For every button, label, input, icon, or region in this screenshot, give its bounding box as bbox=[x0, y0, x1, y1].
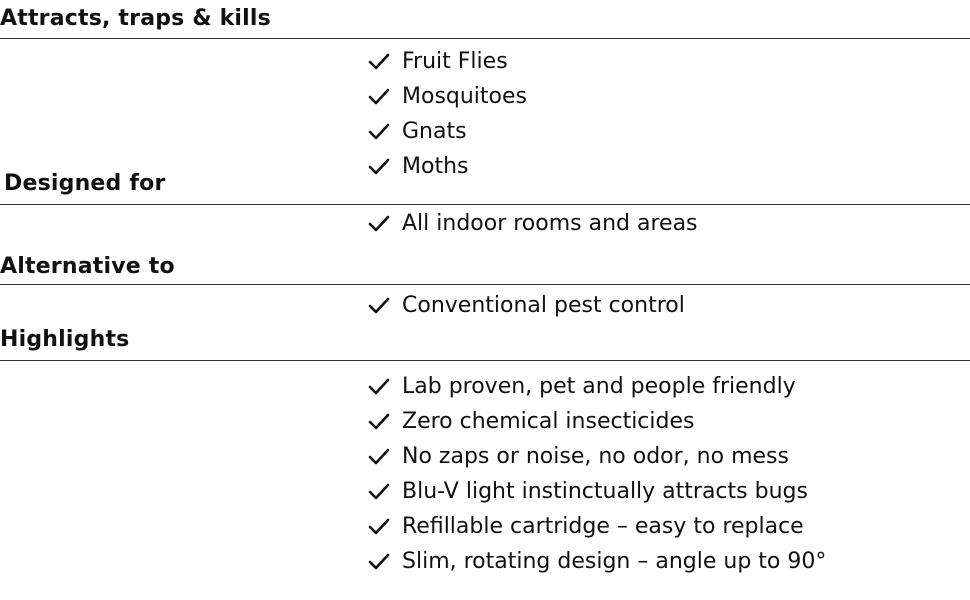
list-item bbox=[368, 46, 508, 76]
checkmark-icon bbox=[368, 550, 390, 572]
list-item bbox=[368, 116, 467, 146]
checkmark-icon bbox=[368, 294, 390, 316]
list-item-label: Moths bbox=[402, 153, 469, 179]
list-item bbox=[368, 476, 808, 506]
section-divider bbox=[0, 204, 970, 205]
list-item-label: Conventional pest control bbox=[402, 292, 685, 318]
list-item bbox=[368, 81, 527, 111]
list-item-label: All indoor rooms and areas bbox=[402, 210, 698, 236]
list-item-label: Mosquitoes bbox=[402, 83, 528, 109]
checkmark-icon bbox=[368, 410, 390, 432]
checkmark-icon bbox=[368, 50, 390, 72]
list-item bbox=[368, 371, 796, 401]
checkmark-icon bbox=[368, 445, 390, 467]
checkmark-icon bbox=[368, 480, 390, 502]
list-item-label: Refillable cartridge – easy to replace bbox=[402, 513, 804, 539]
checkmark-icon bbox=[368, 155, 390, 177]
checkmark-icon bbox=[368, 120, 390, 142]
list-item-label: Gnats bbox=[402, 118, 467, 144]
list-item bbox=[368, 208, 698, 238]
section-heading-designed-for: Designed for bbox=[4, 171, 166, 196]
section-divider bbox=[0, 38, 970, 39]
list-item bbox=[368, 151, 468, 181]
list-item-label: Lab proven, pet and people friendly bbox=[402, 373, 796, 399]
section-heading-highlights: Highlights bbox=[0, 327, 130, 352]
list-item-label: Slim, rotating design – angle up to 90° bbox=[402, 548, 827, 574]
section-divider bbox=[0, 284, 970, 285]
list-item-label: Zero chemical insecticides bbox=[402, 408, 695, 434]
list-item bbox=[368, 511, 804, 541]
checkmark-icon bbox=[368, 212, 390, 234]
list-item bbox=[368, 406, 694, 436]
list-item bbox=[368, 546, 826, 576]
section-divider bbox=[0, 360, 970, 361]
checkmark-icon bbox=[368, 85, 390, 107]
section-heading-attracts: Attracts, traps & kills bbox=[0, 6, 271, 31]
checkmark-icon bbox=[368, 515, 390, 537]
list-item bbox=[368, 441, 789, 471]
checkmark-icon bbox=[368, 375, 390, 397]
list-item-label: Fruit Flies bbox=[402, 48, 508, 74]
section-heading-alternative-to: Alternative to bbox=[0, 254, 175, 279]
list-item bbox=[368, 290, 685, 320]
list-item-label: Blu-V light instinctually attracts bugs bbox=[402, 478, 808, 504]
list-item-label: No zaps or noise, no odor, no mess bbox=[402, 443, 789, 469]
